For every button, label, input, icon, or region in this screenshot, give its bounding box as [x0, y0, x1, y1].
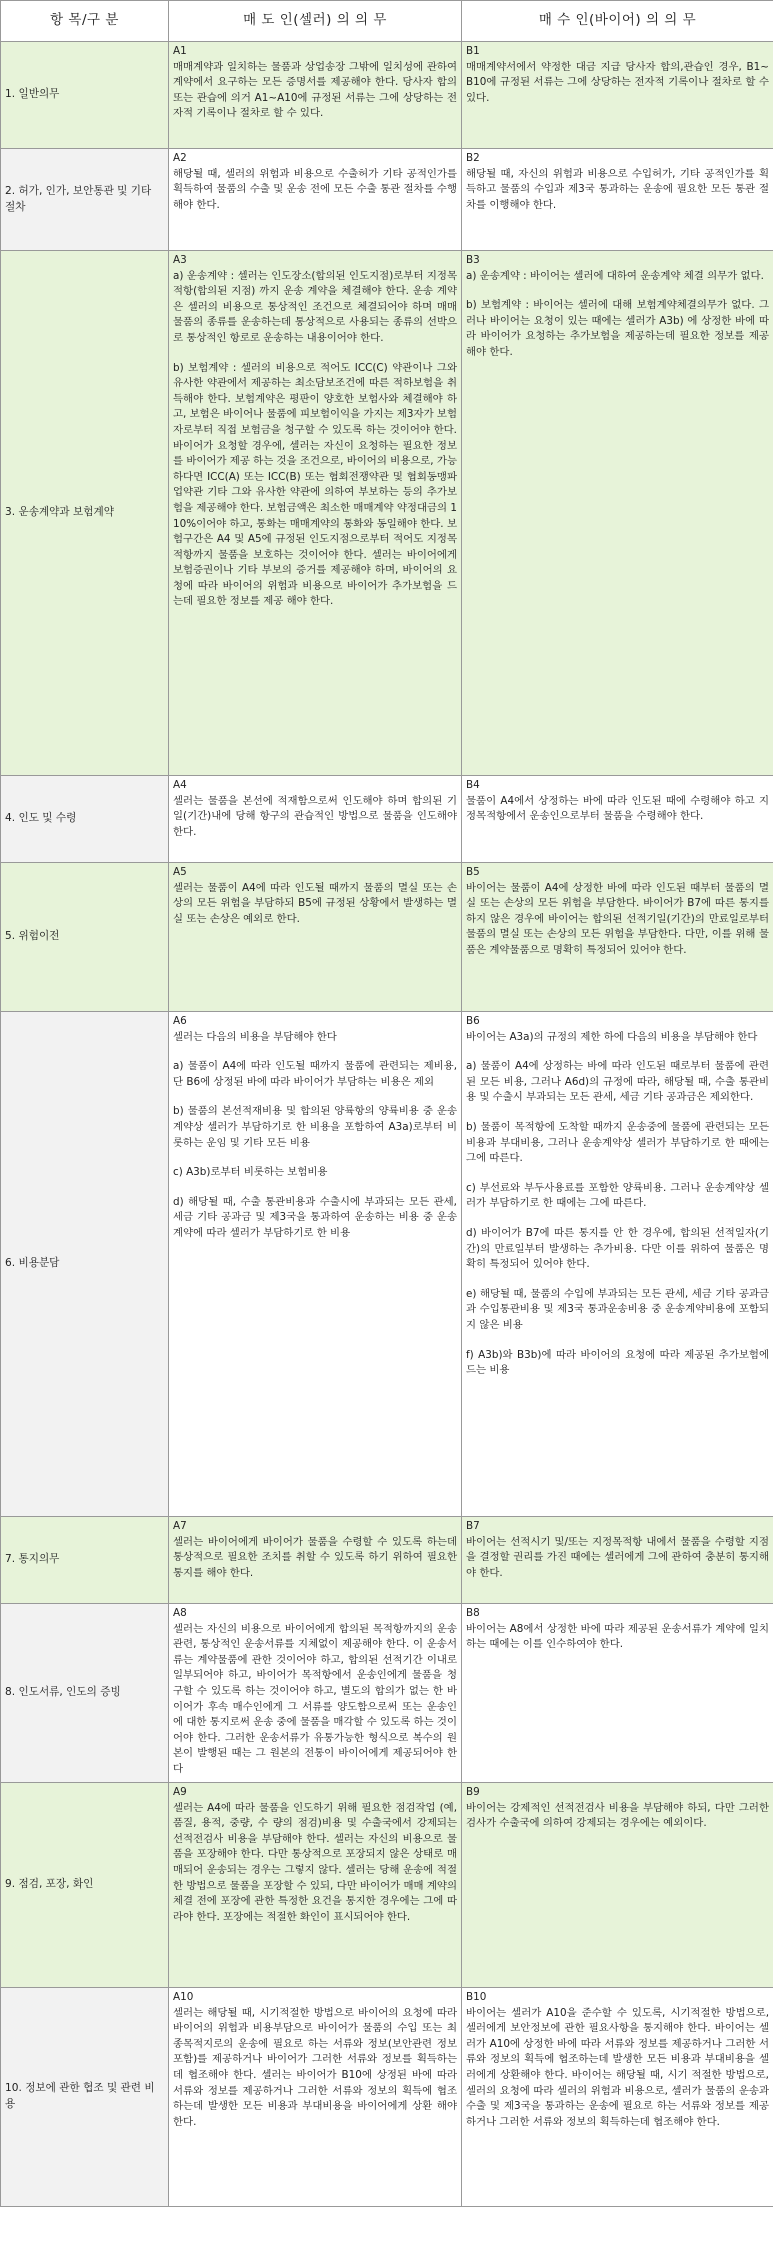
seller-clause-code: A7 [173, 1520, 187, 1532]
seller-obligation-text: d) 해당될 때, 수출 통관비용과 수출시에 부과되는 모든 관세, 세금 기타 공과금 및 제3국을 통과하여 운송하는 비용 중 운송 계약에 따라 셀러가 부담하기로 한 비용 [173, 1195, 457, 1239]
buyer-obligation-text: 해당될 때, 자신의 위험과 비용으로 수입허가, 기타 공적인가를 획득하고 물품의 수입과 제3국 통과하는 운송에 필요한 모든 통관 절차를 이행해야 한다. [466, 167, 769, 211]
seller-obligation-text: b) 보험계약 : 셀러의 비용으로 적어도 ICC(C) 약관이나 그와 유사한 약관에서 제공하는 최소담보조건에 따른 적하보험을 취득해야 한다. 보험계약은 평판이 양호한 보험사와 체결해야 하고, 보험은 바이어나 물품에 피보험이익을 가지는 제3자가 보험자로부터 직접 보험금을 청구할 수 있도록 하는 것이어야 한다. 바이어가 요청할 경우에, 셀러는 자신이 요청하는 필요한 정보를 바이어가 제공 하는 것을 조건으로, 바이어의 비용으로, 가능하다면 ICC(A) 또는 ICC(B) 또는 협회전쟁약관 및 협회동맹파업약관 기타 그와 유사한 약관에 의하여 부보하는 등의 추가보험을 제공해야 한다. 보험금액은 최소한 매매계약 약정대금의 110%이어야 하고, 통화는 매매계약의 통화와 동일해야 한다. 보험구간은 A4 및 A5에 규정된 인도지점으로부터 적어도 지정목적항까지 물품을 보호하는 것이어야 한다. 셀러는 바이어에게 보험증권이나 기타 부보의 증거를 제공해야 하며, 바이어의 요청에 따라 바이어의 위험과 비용으로 바이어가 추가보험을 드는데 필요한 정보를 제공 해야 한다. [173, 361, 457, 608]
seller-obligation-cell [169, 1517, 462, 1604]
paragraph-gap [466, 1334, 769, 1348]
buyer-clause-code: B2 [466, 152, 480, 164]
buyer-obligation-text: 바이어는 선적시기 및/또는 지정목적항 내에서 물품을 수령할 지점을 결정할 권리를 가진 때에는 셀러에게 그에 관하여 충분히 통지해야 한다. [466, 1535, 769, 1579]
buyer-clause-code: B10 [466, 1991, 487, 2003]
table-row [1, 776, 773, 863]
buyer-clause-code: B5 [466, 866, 480, 878]
seller-obligation-text: c) A3b)로부터 비롯하는 보험비용 [173, 1166, 328, 1179]
row-category-label: 5. 위험이전 [1, 863, 169, 1012]
buyer-obligation-cell [462, 1783, 773, 1988]
paragraph-gap [466, 284, 769, 298]
header-category: 항 목/구 분 [1, 1, 169, 42]
table-row [1, 149, 773, 251]
buyer-obligation-text: 바이어는 셀러가 A10을 준수할 수 있도록, 시기적절한 방법으로, 셀러에게 보안정보에 관한 필요사항을 통지해야 한다. 바이어는 셀러가 A10에 상정한 바에 따라 서류와 정보를 제공하거나 그러한 서류와 정보의 획득에 협조하는데 발생한 모든 비용과 부대비용을 셀러에게 상환해야 한다. 바이어는 해당될 때, 시기 적절한 방법으로, 셀러의 요청에 따라 셀러의 위험과 비용으로, 셀러가 물품의 운송과 수출 및 제3국을 통과하는 운송에 필요로 하는 서류와 정보를 제공하거나 그러한 서류와 정보의 획득하는데 협조해야 한다. [466, 2006, 769, 2128]
buyer-obligation-text: f) A3b)와 B3b)에 따라 바이어의 요청에 따라 제공된 추가보험에 드는 비용 [466, 1348, 769, 1377]
buyer-obligation-text: 바이어는 A3a)의 규정의 제한 하에 다음의 비용을 부담해야 한다 [466, 1030, 758, 1043]
seller-obligation-cell [169, 863, 462, 1012]
buyer-clause-code: B7 [466, 1520, 480, 1532]
seller-obligation-text: 셀러는 자신의 비용으로 바이어에게 합의된 목적항까지의 운송 관련, 통상적인 운송서류를 지체없이 제공해야 한다. 이 운송서류는 계약물품에 관한 것이어야 하고, 합의된 선적기간 이내로 일부되어야 하고, 바이어가 목적항에서 운송인에게 물품을 청구할 수 있도록 하는 것이어야 하고, 별도의 합의가 없는 한 바이어가 후속 매수인에게 그 서류를 양도함으로써 또는 운송인에 대한 통지로써 운송 중에 물품을 매각할 수 있도록 하는 것이어야 한다. 그러한 운송서류가 유통가능한 형식으로 복수의 원본이 발행된 때는 그 원본의 전통이 바이어에게 제공되어야 한다 [173, 1622, 457, 1775]
buyer-obligation-cell [462, 42, 773, 149]
table-row [1, 1783, 773, 1988]
seller-obligation-text: 셀러는 해당될 때, 시기적절한 방법으로 바이어의 요청에 따라 바이어의 위험과 비용부담으로 바이어가 물품의 수입 또는 최종목적지로의 운송에 필요로 하는 서류와 정보(보안관련 정보 포함)를 제공하거나 바이어가 그러한 서류와 정보를 획득하는데 협조해야 한다. 셀러는 바이어가 B10에 상정된 바에 따라 서류와 정보를 제공하거나 그러한 서류와 정보의 획득에 협조하는데 발생한 모든 비용과 부대비용을 바이어에게 상환 해야 한다. [173, 2006, 457, 2128]
buyer-clause-code: B1 [466, 45, 480, 57]
seller-obligation-text: 셀러는 다음의 비용을 부담해야 한다 [173, 1030, 337, 1043]
seller-clause-code: A4 [173, 779, 187, 791]
table-row [1, 1012, 773, 1517]
buyer-obligation-cell [462, 1012, 773, 1517]
buyer-clause-code: B3 [466, 254, 480, 266]
seller-obligation-cell [169, 1604, 462, 1783]
seller-clause-code: A2 [173, 152, 187, 164]
header-buyer-obligations: 매 수 인(바이어) 의 의 무 [462, 1, 773, 42]
buyer-clause-code: B4 [466, 779, 480, 791]
buyer-obligation-text: a) 물품이 A4에 상정하는 바에 따라 인도된 때로부터 물품에 관련된 모든 비용, 그러나 A6d)의 규정에 따라, 해당될 때, 수출 통관비용 및 수출시 부과되는 모든 관세, 세금 기타 공과금은 제외한다. [466, 1060, 769, 1104]
seller-clause-code: A8 [173, 1607, 187, 1619]
table-row [1, 1517, 773, 1604]
seller-clause-code: A3 [173, 254, 187, 266]
paragraph-gap [173, 1090, 457, 1104]
row-category-label: 7. 통지의무 [1, 1517, 169, 1604]
buyer-obligation-text: d) 바이어가 B7에 따른 통지를 안 한 경우에, 합의된 선적일자(기간)의 만료일부터 발생하는 추가비용. 다만 이를 위하여 물품은 명확히 특정되어 있어야 한다. [466, 1226, 769, 1271]
header-seller-obligations: 매 도 인(셀러) 의 의 무 [169, 1, 462, 42]
row-category-label: 9. 점검, 포장, 화인 [1, 1783, 169, 1988]
row-category-label: 3. 운송계약과 보험계약 [1, 251, 169, 776]
buyer-obligation-text: 물품이 A4에서 상정하는 바에 따라 인도된 때에 수령해야 하고 지정목적항에서 운송인으로부터 물품을 수령해야 한다. [466, 794, 769, 823]
buyer-obligation-cell [462, 863, 773, 1012]
buyer-obligation-cell [462, 149, 773, 251]
table-row [1, 1988, 773, 2207]
seller-obligation-cell [169, 42, 462, 149]
seller-obligation-cell [169, 1012, 462, 1517]
seller-obligation-text: 셀러는 A4에 따라 물품을 인도하기 위해 필요한 점검작업 (예, 품질, 용적, 중량, 수 량의 점검)비용 및 수출국에서 강제되는 선적전검사 비용을 부담해야 한다. 셀러는 자신의 비용으로 물품을 포장해야 한다. 다만 통상적으로 포장되지 않은 상태로 매매되어 운송되는 경우는 그렇지 않다. 셀러는 당해 운송에 적절한 방법으로 물품을 포장할 수 있되, 다만 바이어가 매매 계약의 체결 전에 포장에 관한 특정한 요건을 통지한 경우에는 그에 따라야 한다. 포장에는 적절한 화인이 표시되어야 한다. [173, 1801, 457, 1923]
row-category-label: 1. 일반의무 [1, 42, 169, 149]
table-header-row [1, 1, 773, 42]
seller-obligation-text: 셀러는 물품을 본선에 적재함으로써 인도해야 하며 합의된 기일(기간)내에 당해 항구의 관습적인 방법으로 물품을 인도해야 한다. [173, 794, 457, 838]
seller-obligation-text: b) 물품의 본선적재비용 및 합의된 양륙항의 양륙비용 중 운송계약상 셀러가 부담하기로 한 비용을 포함하여 A3a)로부터 비롯하는 운임 및 기타 모든 비용 [173, 1105, 457, 1149]
table-row [1, 863, 773, 1012]
paragraph-gap [173, 1181, 457, 1195]
buyer-clause-code: B9 [466, 1786, 480, 1798]
seller-obligation-text: 셀러는 물품이 A4에 따라 인도될 때까지 물품의 멸실 또는 손상의 모든 위험을 부담하되 B5에 규정된 상황에서 발생하는 멸실 또는 손상은 예외로 한다. [173, 881, 457, 925]
seller-obligation-text: 셀러는 바이어에게 바이어가 물품을 수령할 수 있도록 하는데 통상적으로 필요한 조치를 취할 수 있도록 하기 위하여 필요한 통지를 해야 한다. [173, 1535, 457, 1579]
seller-obligation-cell [169, 1783, 462, 1988]
seller-obligation-cell [169, 251, 462, 776]
buyer-obligation-text: 바이어는 물품이 A4에 상정한 바에 따라 인도된 때부터 물품의 멸실 또는 손상의 모든 위험을 부담한다. 바이어가 B7에 따른 통지를 하지 않은 경우에 바이어는 합의된 선적기일(기간)의 만료일로부터 물품의 멸실 또는 손상의 모든 위험을 부담한다. 다만, 이를 위해 물품은 계약물품으로 명확히 특정되어 있어야 한다. [466, 881, 769, 956]
seller-clause-code: A6 [173, 1015, 187, 1027]
paragraph-gap [173, 1151, 457, 1165]
seller-obligation-cell [169, 1988, 462, 2207]
buyer-obligation-text: e) 해당될 때, 물품의 수입에 부과되는 모든 관세, 세금 기타 공과금과 수입통관비용 및 제3국 통과운송비용 중 운송계약비용에 포함되지 않은 비용 [466, 1287, 769, 1331]
row-category-label: 6. 비용분담 [1, 1012, 169, 1517]
row-category-label: 4. 인도 및 수령 [1, 776, 169, 863]
paragraph-gap [466, 1212, 769, 1226]
buyer-obligation-text: 바이어는 A8에서 상정한 바에 따라 제공된 운송서류가 계약에 일치하는 때에는 이를 인수하여야 한다. [466, 1622, 769, 1651]
seller-obligation-text: 해당될 때, 셀러의 위험과 비용으로 수출허가 기타 공적인가를 획득하여 물품의 수출 및 운송 전에 모든 수출 통관 절차를 수행해야 한다. [173, 167, 457, 211]
seller-clause-code: A9 [173, 1786, 187, 1798]
seller-clause-code: A10 [173, 1991, 194, 2003]
buyer-obligation-text: a) 운송계약 : 바이어는 셀러에 대하여 운송계약 체결 의무가 없다. [466, 269, 764, 282]
table-row [1, 1604, 773, 1783]
buyer-obligation-cell [462, 251, 773, 776]
buyer-obligation-text: b) 물품이 목적항에 도착할 때까지 운송중에 물품에 관련되는 모든 비용과 부대비용, 그러나 운송계약상 셀러가 부담하기로 한 때에는 그에 따른다. [466, 1120, 769, 1165]
paragraph-gap [173, 1045, 457, 1059]
table-row [1, 251, 773, 776]
buyer-obligation-text: 바이어는 강제적인 선적전검사 비용을 부담해야 하되, 다만 그러한 검사가 수출국에 의하여 강제되는 경우에는 예외이다. [466, 1801, 769, 1830]
paragraph-gap [466, 1167, 769, 1181]
buyer-obligation-text: 매매계약서에서 약정한 대금 지급 당사자 합의,관습인 경우, B1~ B10에 규정된 서류는 그에 상당하는 전자적 기록이나 절차로 할 수 있다. [466, 60, 769, 104]
buyer-clause-code: B6 [466, 1015, 480, 1027]
buyer-obligation-cell [462, 1517, 773, 1604]
row-category-label: 8. 인도서류, 인도의 증빙 [1, 1604, 169, 1783]
seller-clause-code: A5 [173, 866, 187, 878]
paragraph-gap [466, 1106, 769, 1120]
paragraph-gap [173, 347, 457, 361]
paragraph-gap [466, 1045, 769, 1059]
seller-obligation-text: a) 물품이 A4에 따라 인도될 때까지 물품에 관련되는 제비용, 단 B6에 상정된 바에 따라 바이어가 부담하는 비용은 제외 [173, 1060, 457, 1088]
buyer-clause-code: B8 [466, 1607, 480, 1619]
buyer-obligation-cell [462, 1604, 773, 1783]
seller-obligation-text: a) 운송계약 : 셀러는 인도장소(합의된 인도지점)로부터 지정목적항(합의된 지점) 까지 운송 계약을 체결해야 한다. 운송 계약은 셀러의 비용으로 통상적인 조건으로 체결되어야 하며 매매물품의 종류를 운송하는데 통상적으로 사용되는 종류의 선박으로 통상적인 항로로 운송하는 내용이어야 한다. [173, 269, 457, 344]
table-row [1, 42, 773, 149]
row-category-label: 2. 허가, 인가, 보안통관 및 기타 절차 [1, 149, 169, 251]
paragraph-gap [466, 1273, 769, 1287]
row-category-label: 10. 정보에 관한 협조 및 관련 비용 [1, 1988, 169, 2207]
seller-obligation-cell [169, 149, 462, 251]
buyer-obligation-cell [462, 1988, 773, 2207]
seller-clause-code: A1 [173, 45, 187, 57]
buyer-obligation-cell [462, 776, 773, 863]
seller-obligation-cell [169, 776, 462, 863]
buyer-obligation-text: b) 보험계약 : 바이어는 셀러에 대해 보험계약체결의무가 없다. 그러나 바이어는 요청이 있는 때에는 셀러가 A3b) 에 상정한 바에 따라 바이어가 요청하는 추가보험을 제공하는데 필요한 정보를 제공해야 한다. [466, 299, 769, 358]
seller-obligation-text: 매매계약과 일치하는 물품과 상업송장 그밖에 일치성에 관하여 계약에서 요구하는 모든 증명서를 제공해야 한다. 당사자 합의 또는 관습에 의거 A1~A10에 규정된 서류는 그에 상당하는 전자적 기록이나 절차로 할 수 있다. [173, 60, 457, 120]
buyer-obligation-text: c) 부선료와 부두사용료를 포함한 양륙비용. 그러나 운송계약상 셀러가 부담하기로 한 때에는 그에 따른다. [466, 1181, 769, 1210]
